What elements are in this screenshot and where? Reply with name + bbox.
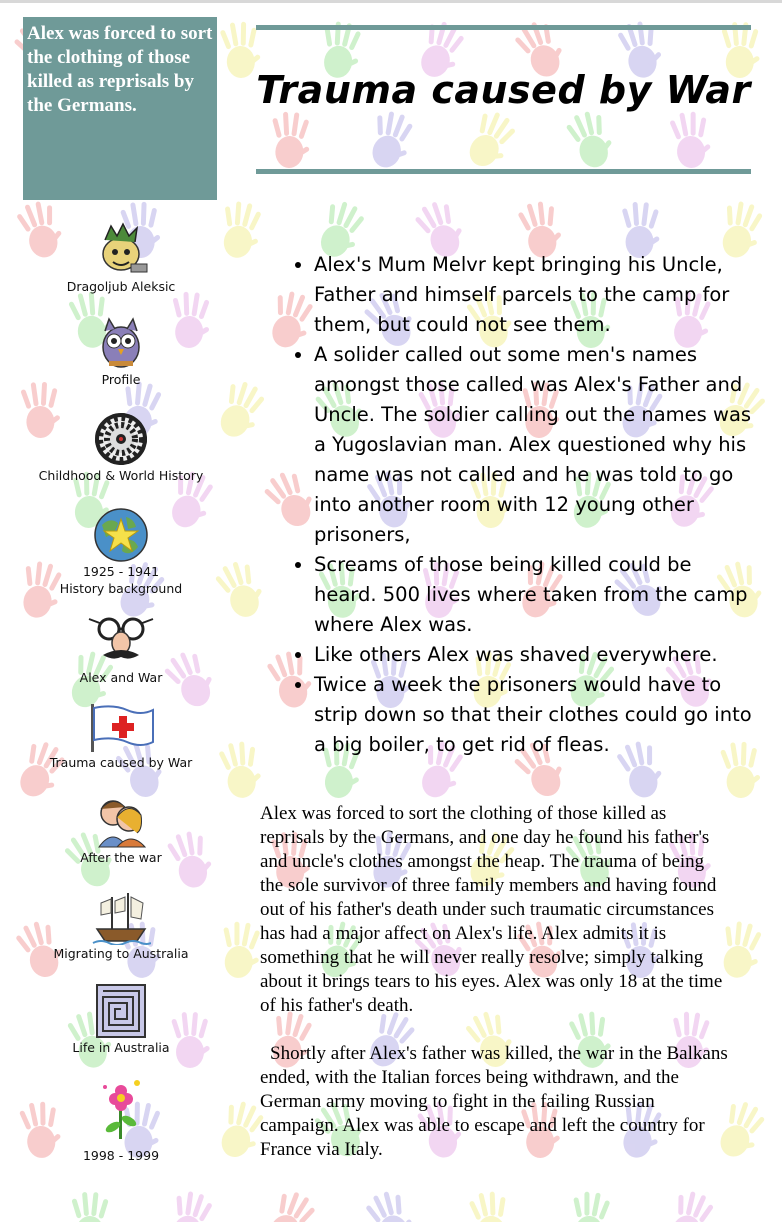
nav-label: Childhood & World History: [38, 468, 204, 483]
handprint-icon: [663, 1187, 719, 1222]
nav-item-alex-and-war[interactable]: [22, 605, 220, 686]
nav-item-1998-1999[interactable]: [22, 1077, 220, 1164]
page-title: Trauma caused by War: [256, 68, 751, 112]
nav-label: Profile: [101, 372, 141, 387]
handprint-icon: [216, 199, 265, 261]
nav-label: 1925 - 1941: [82, 564, 160, 579]
handprint-icon: [363, 1187, 419, 1222]
handprint-icon: [212, 556, 270, 623]
list-item: • Like others Alex was shaved everywhere.: [314, 640, 752, 670]
side-summary-text: Alex was forced to sort the clothing of those killed as reprisals by the Germans.: [27, 23, 213, 116]
list-item: • Alex's Mum Melvr kept bringing his Uncle, Father and himself parcels to the camp for them, but could not see them.: [314, 250, 752, 340]
nav-label: 1998 - 1999: [82, 1148, 160, 1163]
handprint-icon: [364, 108, 418, 173]
nav-item-after-the-war[interactable]: [22, 793, 220, 866]
nav-label: After the war: [80, 850, 162, 865]
side-summary-box: [23, 17, 217, 200]
nav-item-dragoljub-aleksic[interactable]: [22, 220, 220, 295]
handprint-icon: [211, 377, 270, 444]
bullet-list: [282, 250, 752, 760]
sailing-ship-icon: [91, 889, 151, 945]
nav-label: Life in Australia: [72, 1040, 170, 1055]
handprint-icon: [460, 106, 522, 174]
maze-icon: [91, 983, 151, 1039]
nav-label: Migrating to Australia: [53, 946, 189, 961]
handprint-icon: [270, 111, 313, 169]
title-rule-top: [256, 25, 751, 30]
nav-label-line2: History background: [59, 581, 183, 596]
list-item: • A solider called out some men's names amongst those called was Alex's Father and Uncle. The soldier calling out the names was a Yugoslavian man. Alex questioned why his name was not called and he was told to go into another room with 12 young other prisoners,: [314, 340, 752, 550]
flower-icon: [91, 1077, 151, 1147]
couple-icon: [91, 793, 151, 849]
list-item: • Twice a week the prisoners would have to strip down so that their clothes could go into a big boiler, to get rid of fleas.: [314, 670, 752, 760]
nav-item-history-background[interactable]: [22, 507, 220, 597]
nav-label: Trauma caused by War: [49, 755, 193, 770]
title-rule-bottom: [256, 169, 751, 174]
nav-item-migrating-to-australia[interactable]: [22, 889, 220, 962]
handprint-icon: [217, 739, 264, 800]
list-item: • Screams of those being killed could be heard. 500 lives where taken from the camp where Alex was.: [314, 550, 752, 640]
handprint-icon: [468, 1190, 514, 1222]
handprint-icon: [260, 1186, 321, 1222]
handprint-icon: [563, 107, 618, 173]
body-paragraph-1: Alex was forced to sort the clothing of those killed as reprisals by the Germans, and one day he found his father's and uncle's clothes amongst the heap. The trauma of being the sole survivor of three family members and having found out of his father's death under such traumatic circumstances has had a major affect on Alex's life. Alex admits it is something that he will never really resolve; simply talking about it brings tears to his eyes. Alex was only 18 at the time of his father's death.: [260, 803, 723, 1016]
nav-item-childhood-world-history[interactable]: [22, 411, 220, 484]
red-cross-flag-icon: [83, 702, 159, 754]
nav-item-life-in-australia[interactable]: [22, 983, 220, 1056]
handprint-icon: [70, 1192, 111, 1222]
globe-icon: [88, 507, 154, 563]
owl-icon: [91, 315, 151, 371]
nav-label: Dragoljub Aleksic: [66, 279, 176, 294]
handprint-icon: [165, 1188, 217, 1222]
handprint-icon: [669, 110, 713, 169]
handprint-icon: [218, 920, 263, 980]
nav-label: Alex and War: [79, 670, 163, 685]
handprint-icon: [568, 1190, 613, 1222]
nav-item-profile[interactable]: [22, 315, 220, 388]
disguise-glasses-icon: [83, 605, 159, 669]
cartoon-mascot-icon: [91, 220, 151, 278]
body-paragraph-2: Shortly after Alex's father was killed, the war in the Balkans ended, with the Italian forces being withdrawn, and the German army moving to fight in the failing Russian campaign. Alex was able to escape and left the country for France via Italy.: [260, 1043, 728, 1160]
nav-item-trauma-caused-by-war[interactable]: [22, 702, 220, 771]
dartboard-icon: [91, 411, 151, 467]
